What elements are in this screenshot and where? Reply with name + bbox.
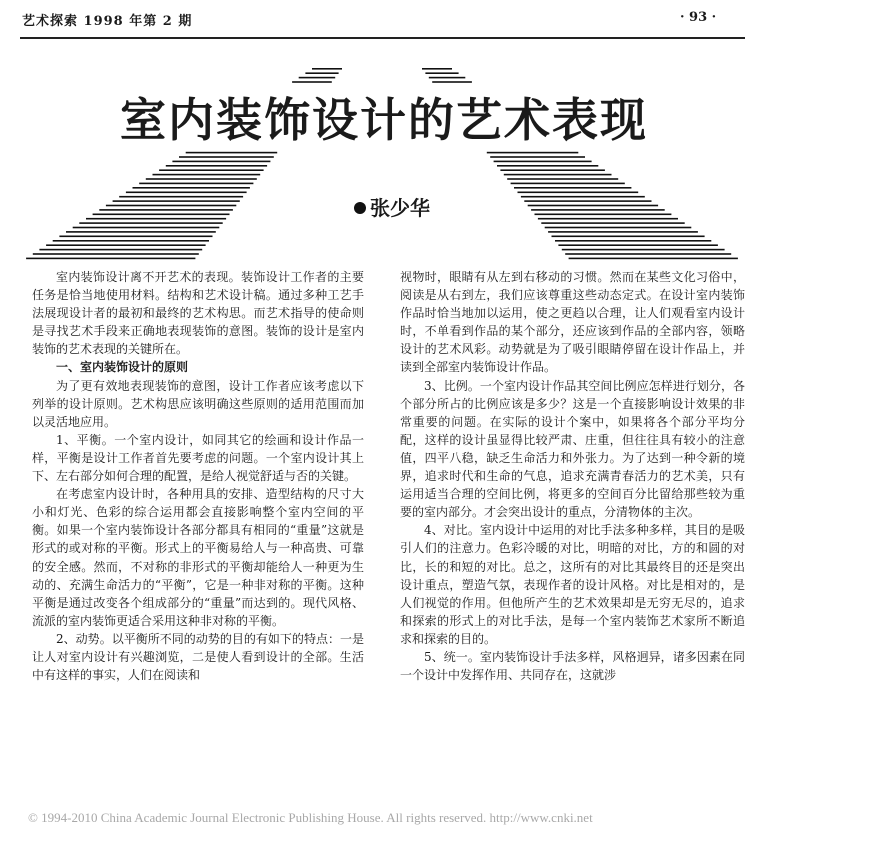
stripe-line bbox=[422, 68, 452, 70]
header-rule bbox=[20, 37, 745, 39]
stripe-line bbox=[514, 187, 631, 189]
stripe-line bbox=[497, 165, 598, 167]
copyright-footer: © 1994-2010 China Academic Journal Electronic Publishing House. All rights reserved. http://www.cnki.net bbox=[28, 810, 593, 825]
author-name: 张少华 bbox=[370, 196, 430, 220]
stripe-line bbox=[292, 81, 332, 83]
stripe-line bbox=[545, 227, 692, 229]
body-column-right bbox=[400, 268, 745, 684]
stripe-line bbox=[119, 196, 243, 198]
stripe-line bbox=[538, 218, 678, 220]
stripe-line bbox=[106, 205, 236, 207]
stripe-line bbox=[490, 156, 585, 158]
stripe-line bbox=[113, 200, 240, 202]
stripe-line bbox=[53, 240, 209, 242]
bullet-dot-icon bbox=[354, 202, 366, 214]
stripe-line bbox=[521, 196, 645, 198]
author-byline bbox=[330, 192, 454, 221]
stripe-line bbox=[432, 81, 472, 83]
page-number: · 93 · bbox=[680, 10, 717, 25]
stripe-line bbox=[535, 214, 672, 216]
stripe-line bbox=[133, 187, 250, 189]
stripe-line bbox=[99, 209, 233, 211]
paragraph: 1、平衡。一个室内设计，如同其它的绘画和设计作品一样，平衡是设计工作者首先要考虑的问题。一个室内设计其上下、左右部分如何合理的配置，是给人视觉舒适与否的关键。 bbox=[32, 432, 364, 484]
stripe-line bbox=[139, 183, 253, 185]
stripe-line bbox=[511, 183, 625, 185]
stripe-line bbox=[429, 77, 466, 79]
stripe-line bbox=[93, 214, 230, 216]
section-heading: 一、室内装饰设计的原则 bbox=[56, 360, 189, 375]
paragraph: 5、统一。室内装饰设计手法多样，风格迥异，诸多因素在同一个设计中发挥作用、共同存在，这就涉 bbox=[400, 649, 745, 683]
paragraph: 2、动势。以平衡所不同的动势的目的有如下的特点：一是让人对室内设计有兴趣浏览，二是使人看到设计的全部。生活中有这样的事实，人们在阅读和 bbox=[32, 631, 364, 683]
stripe-line bbox=[425, 72, 458, 74]
stripe-line bbox=[33, 253, 199, 255]
stripe-line bbox=[555, 240, 711, 242]
stripe-line bbox=[299, 77, 336, 79]
stripe-line bbox=[46, 244, 206, 246]
stripe-line bbox=[524, 200, 651, 202]
stripe-line bbox=[494, 161, 592, 163]
stripe-line bbox=[146, 178, 257, 180]
stripe-line bbox=[531, 209, 665, 211]
paragraph: 为了更有效地表现装饰的意图，设计工作者应该考虑以下列举的设计原则。艺术构思应该明确这些原则的适用范围而加以灵活地应用。 bbox=[32, 378, 364, 429]
running-header-journal: 艺术探索 1998 年第 2 期 bbox=[22, 14, 193, 29]
stripe-line bbox=[558, 244, 718, 246]
stripe-line bbox=[73, 227, 220, 229]
stripe-line bbox=[159, 169, 264, 171]
stripe-line bbox=[565, 253, 731, 255]
stripe-line bbox=[562, 249, 725, 251]
stripe-line bbox=[86, 218, 226, 220]
stripe-line bbox=[552, 236, 705, 238]
stripe-line bbox=[569, 258, 738, 260]
stripe-line bbox=[179, 156, 274, 158]
stripe-line bbox=[500, 169, 605, 171]
stripe-line bbox=[305, 72, 338, 74]
stripe-line bbox=[312, 68, 342, 70]
stripe-line bbox=[507, 178, 618, 180]
stripe-line bbox=[487, 152, 579, 154]
stripe-line bbox=[39, 249, 202, 251]
stripe-line bbox=[126, 192, 247, 194]
stripe-line bbox=[79, 222, 222, 224]
paragraph: 室内装饰设计离不开艺术的表现。装饰设计工作者的主要任务是恰当地使用材料。结构和艺术设计稿。通过多种工艺手法展现设计者的最初和最终的艺术构思。而艺术指导的使命则是寻找艺术手段来正确地表现装饰的意图。装饰的设计是室内装饰的艺术表现的关键所在。 bbox=[32, 270, 364, 357]
body-column-left bbox=[32, 268, 364, 684]
stripe-line bbox=[153, 174, 261, 176]
stripe-line bbox=[504, 174, 612, 176]
stripe-line bbox=[66, 231, 216, 233]
paragraph: 视物时，眼睛有从左到右移动的习惯。然而在某些文化习俗中，阅读是从右到左，我们应该尊重这些动态定式。在设计室内装饰作品时恰当地加以运用，使之更趋以合理，让人们观看室内设计时，不单看到作品的某个部分，还应该到作品的全部内容，领略设计的艺术风彩。动势就是为了吸引眼睛停留在设计作品上，并读到全部室内装饰设计作品。 bbox=[400, 270, 745, 375]
stripe-line bbox=[26, 258, 195, 260]
stripe-line bbox=[166, 165, 267, 167]
paragraph: 在考虑室内设计时，各种用具的安排、造型结构的尺寸大小和灯光、色彩的综合运用都会直接影响整个室内空间的平衡。如果一个室内装饰设计各部分都具有相同的“重量”这就是形式的或对称的平衡。形式上的平衡易给人与一种高贵、可靠的安全感。然而，不对称的非形式的平衡却能给人一种更为生动的、充满生命活力的“平衡”，它是一种非对称的平衡。这种平衡是通过改变各个组成部分的“重量”而达到的。现代风格、流派的室内装饰更适合采用这种非对称的平衡。 bbox=[32, 487, 364, 628]
stripe-line bbox=[172, 161, 270, 163]
paragraph: 3、比例。一个室内设计作品其空间比例应怎样进行划分，各个部分所占的比例应该是多少？这是一个直接影响设计效果的非常重要的问题。在实际的设计个案中，如果将各个部分平均分配，这样的设计虽显得比较严肃、庄重，但往往具有较小的注意值，四平八稳，缺乏生命活力和外张力。为了达到一种令新的境界，追求时代和生命的气息，追求充满青春活力的艺术美，只有运用适当合理的空间比例，将更多的空间百分比留给那些较为重要的室内部分。才会突出设计的重点，分清物体的主次。 bbox=[400, 378, 745, 520]
stripe-line bbox=[518, 192, 639, 194]
stripe-line bbox=[59, 236, 212, 238]
article-title: 室内装饰设计的艺术表现 bbox=[80, 84, 688, 150]
stripe-line bbox=[528, 205, 658, 207]
paragraph: 4、对比。室内设计中运用的对比手法多种多样，其目的是吸引人们的注意力。色彩冷暖的对比，明暗的对比，方的和圆的对比，长的和短的对比。总之，这所有的对比其最终目的还是突出设计重点，塑造气氛，表现作者的设计风格。对比是相对的，是人们视觉的作用。但他所产生的艺术效果却是无穷无尽的，追求和探索的形式上的对比手法，是每一个室内装饰艺术家所不断追求和探索的目的。 bbox=[400, 523, 745, 646]
stripe-line bbox=[541, 222, 684, 224]
stripe-line bbox=[186, 152, 278, 154]
stripe-line bbox=[548, 231, 698, 233]
